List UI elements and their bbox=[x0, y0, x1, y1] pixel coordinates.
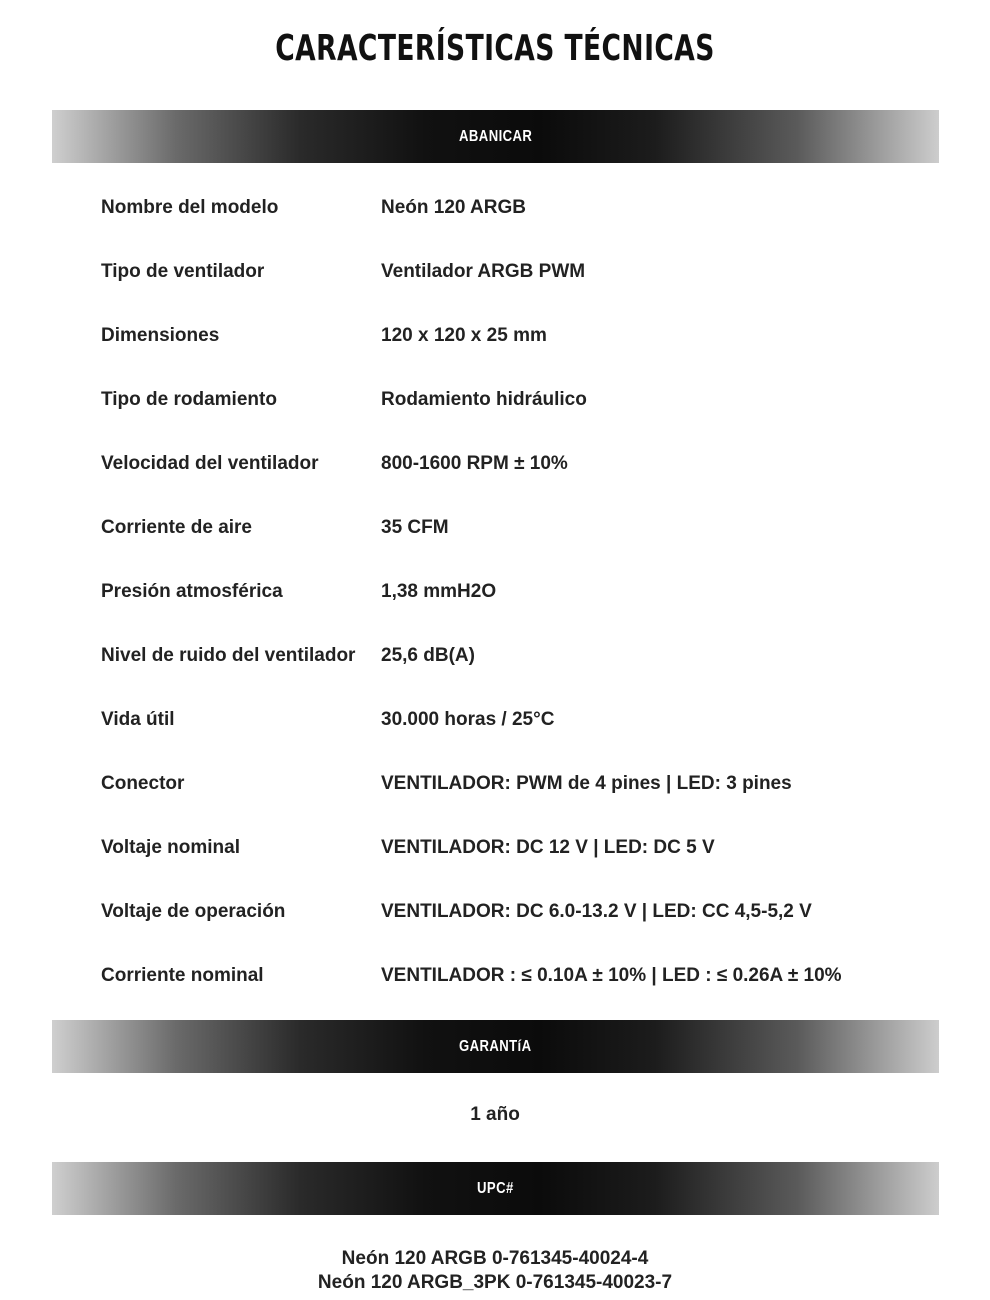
spec-value: 35 CFM bbox=[381, 517, 449, 538]
spec-value: VENTILADOR: DC 6.0-13.2 V | LED: CC 4,5-5,2 V bbox=[381, 901, 812, 922]
spec-value: 30.000 horas / 25°C bbox=[381, 709, 555, 730]
upc-line: Neón 120 ARGB_3PK 0-761345-40023-7 bbox=[317, 1272, 673, 1293]
spec-label: Nombre del modelo bbox=[101, 197, 279, 218]
upc-line: Neón 120 ARGB 0-761345-40024-4 bbox=[341, 1248, 649, 1269]
section-header-upc bbox=[52, 1162, 939, 1215]
spec-label: Voltaje nominal bbox=[101, 837, 241, 858]
spec-row-speed bbox=[101, 432, 921, 496]
section-heading-fan: ABANICAR bbox=[458, 127, 533, 145]
spec-row-lifespan bbox=[101, 688, 921, 752]
spec-value: VENTILADOR: DC 12 V | LED: DC 5 V bbox=[381, 837, 715, 858]
spec-row-rated-voltage bbox=[101, 816, 921, 880]
spec-row-operating-voltage bbox=[101, 880, 921, 944]
spec-value: 120 x 120 x 25 mm bbox=[381, 325, 547, 346]
upc-list bbox=[0, 1247, 990, 1295]
spec-label: Tipo de ventilador bbox=[101, 261, 265, 282]
spec-row-airflow bbox=[101, 496, 921, 560]
spec-row-noise bbox=[101, 624, 921, 688]
spec-label: Conector bbox=[101, 773, 185, 794]
spec-label: Vida útil bbox=[101, 709, 175, 730]
section-heading-upc: UPC# bbox=[477, 1179, 514, 1197]
spec-row-rated-current bbox=[101, 944, 921, 1008]
page-title: CARACTERÍSTICAS TÉCNICAS bbox=[275, 28, 715, 69]
spec-label: Voltaje de operación bbox=[101, 901, 286, 922]
warranty-value: 1 año bbox=[470, 1104, 520, 1125]
spec-value: Neón 120 ARGB bbox=[381, 197, 526, 218]
spec-label: Nivel de ruido del ventilador bbox=[101, 645, 356, 666]
spec-label: Corriente de aire bbox=[101, 517, 252, 538]
spec-row-connector bbox=[101, 752, 921, 816]
spec-value: VENTILADOR: PWM de 4 pines | LED: 3 pines bbox=[381, 773, 792, 794]
section-heading-warranty: GARANTíA bbox=[459, 1037, 532, 1055]
spec-value: Ventilador ARGB PWM bbox=[381, 261, 586, 282]
spec-label: Tipo de rodamiento bbox=[101, 389, 277, 410]
spec-row-model bbox=[101, 176, 921, 240]
spec-row-dimensions bbox=[101, 304, 921, 368]
spec-label: Corriente nominal bbox=[101, 965, 264, 986]
spec-row-bearing bbox=[101, 368, 921, 432]
spec-label: Velocidad del ventilador bbox=[101, 453, 319, 474]
section-header-warranty bbox=[52, 1020, 939, 1073]
spec-label: Presión atmosférica bbox=[101, 581, 283, 602]
spec-value: 800-1600 RPM ± 10% bbox=[381, 453, 568, 474]
spec-table bbox=[101, 176, 921, 1008]
spec-value: VENTILADOR : ≤ 0.10A ± 10% | LED : ≤ 0.26A ± 10% bbox=[381, 965, 842, 986]
spec-label: Dimensiones bbox=[101, 325, 220, 346]
spec-value: 1,38 mmH2O bbox=[381, 581, 497, 602]
spec-row-pressure bbox=[101, 560, 921, 624]
spec-value: 25,6 dB(A) bbox=[381, 645, 475, 666]
spec-value: Rodamiento hidráulico bbox=[381, 389, 587, 410]
section-header-fan bbox=[52, 110, 939, 163]
spec-row-fan-type bbox=[101, 240, 921, 304]
